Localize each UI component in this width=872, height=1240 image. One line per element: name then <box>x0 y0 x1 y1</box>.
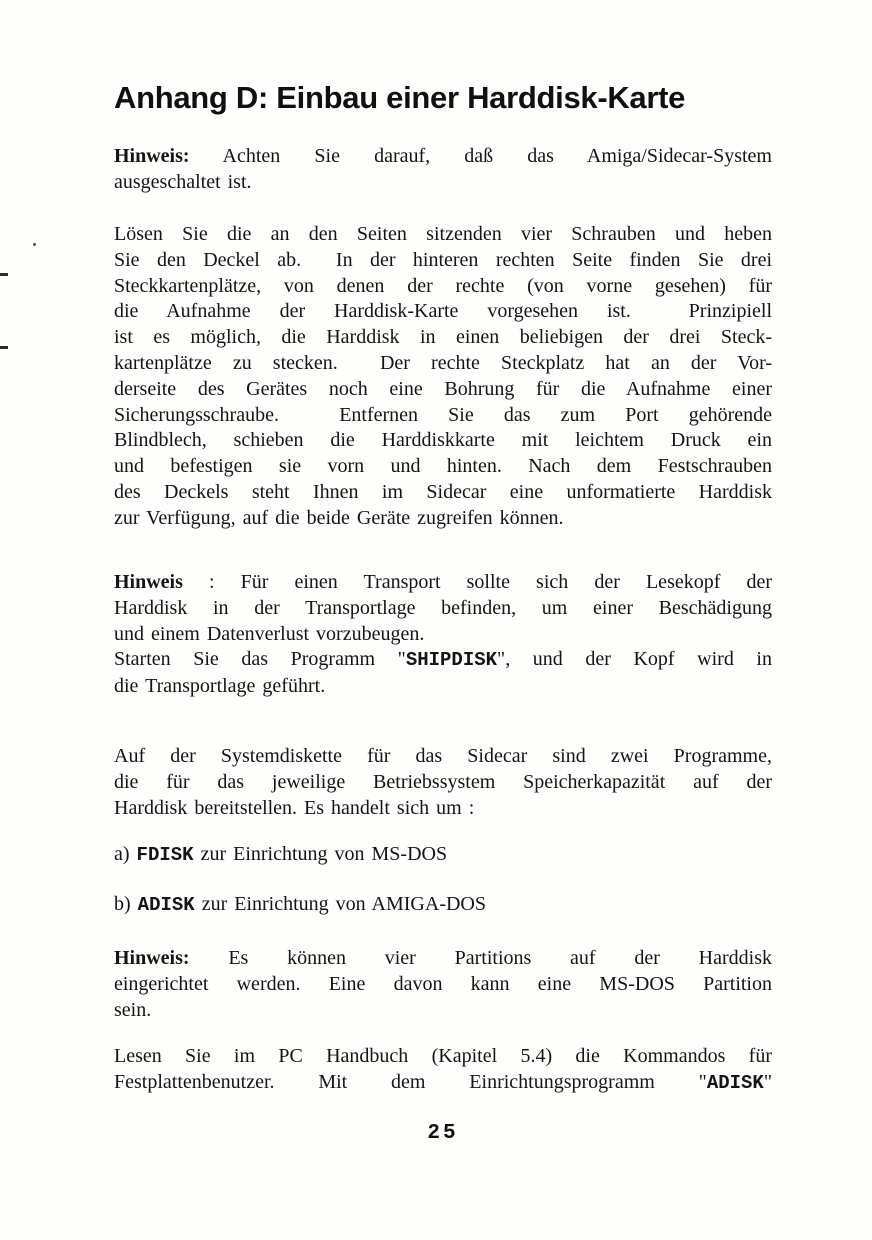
page-title: Anhang D: Einbau einer Harddisk-Karte <box>114 80 686 115</box>
text-line: Festplattenbenutzer. Mit dem Einrichtungsprogramm "ADISK" <box>114 1070 772 1094</box>
text-line: die Aufnahme der Harddisk-Karte vorgesehen ist. Prinzipiell <box>114 300 772 323</box>
text-line: Hinweis : Für einen Transport sollte sich der Lesekopf der <box>114 571 772 593</box>
text-line: Sie den Deckel ab. In der hinteren rechten Seite finden Sie drei <box>114 248 772 271</box>
text-line: und einem Datenverlust vorzubeugen. <box>114 622 425 645</box>
text-line: die Transportlage geführt. <box>114 675 326 698</box>
text-line: die für das jeweilige Betriebssystem Speicherkapazität auf der <box>114 770 772 793</box>
text-line: derseite des Gerätes noch eine Bohrung für die Aufnahme einer <box>114 377 772 400</box>
text-line: a) FDISK zur Einrichtung von MS-DOS <box>114 843 448 866</box>
paragraph-notice-partitions <box>114 946 772 1023</box>
paragraph-programs-intro <box>114 744 772 821</box>
scan-artifact-dot <box>33 243 36 246</box>
text-line: zur Verfügung, auf die beide Geräte zugreifen können. <box>114 506 564 529</box>
text-line: Sicherungsschraube. Entfernen Sie das zum Port gehörende <box>114 403 772 426</box>
text-line: des Deckels steht Ihnen im Sidecar eine unformatierte Harddisk <box>114 480 772 503</box>
scan-artifact-dash <box>0 273 8 276</box>
text-line: Blindblech, schieben die Harddiskkarte mit leichtem Druck ein <box>114 429 772 452</box>
text-line: Harddisk bereitstellen. Es handelt sich um : <box>114 796 475 819</box>
text-line: Steckkartenplätze, von denen der rechte (von vorne gesehen) für <box>114 274 772 297</box>
text-line: Hinweis: Achten Sie darauf, daß das Amiga/Sidecar-System <box>114 145 772 167</box>
text-line: ausgeschaltet ist. <box>114 170 252 193</box>
text-line: Hinweis: Es können vier Partitions auf der Harddisk <box>114 947 772 969</box>
paragraph-manual-reference <box>114 1044 772 1097</box>
text-line: Auf der Systemdiskette für das Sidecar sind zwei Programme, <box>114 745 772 767</box>
text-line: sein. <box>114 998 152 1021</box>
text-line: Lösen Sie die an den Seiten sitzenden vier Schrauben und heben <box>114 223 772 245</box>
list-item-program-fdisk <box>114 842 772 869</box>
text-line: eingerichtet werden. Eine davon kann eine MS-DOS Partition <box>114 972 772 995</box>
text-line: ist es möglich, die Harddisk in einen beliebigen der drei Steck- <box>114 326 772 349</box>
page-number: 25 <box>427 1122 459 1145</box>
text-line: Lesen Sie im PC Handbuch (Kapitel 5.4) die Kommandos für <box>114 1045 772 1067</box>
text-line: Harddisk in der Transportlage befinden, um einer Beschädigung <box>114 596 772 619</box>
paragraph-notice-transport <box>114 570 772 700</box>
list-item-program-adisk <box>114 892 772 919</box>
text-line: b) ADISK zur Einrichtung von AMIGA-DOS <box>114 893 486 916</box>
scan-artifact-dash <box>0 346 8 349</box>
paragraph-notice-power <box>114 144 772 196</box>
text-line: und befestigen sie vorn und hinten. Nach dem Festschrauben <box>114 455 772 478</box>
text-line: kartenplätze zu stecken. Der rechte Steckplatz hat an der Vor- <box>114 351 772 374</box>
paragraph-install-instructions <box>114 222 772 532</box>
text-line: Starten Sie das Programm "SHIPDISK", und der Kopf wird in <box>114 648 772 672</box>
